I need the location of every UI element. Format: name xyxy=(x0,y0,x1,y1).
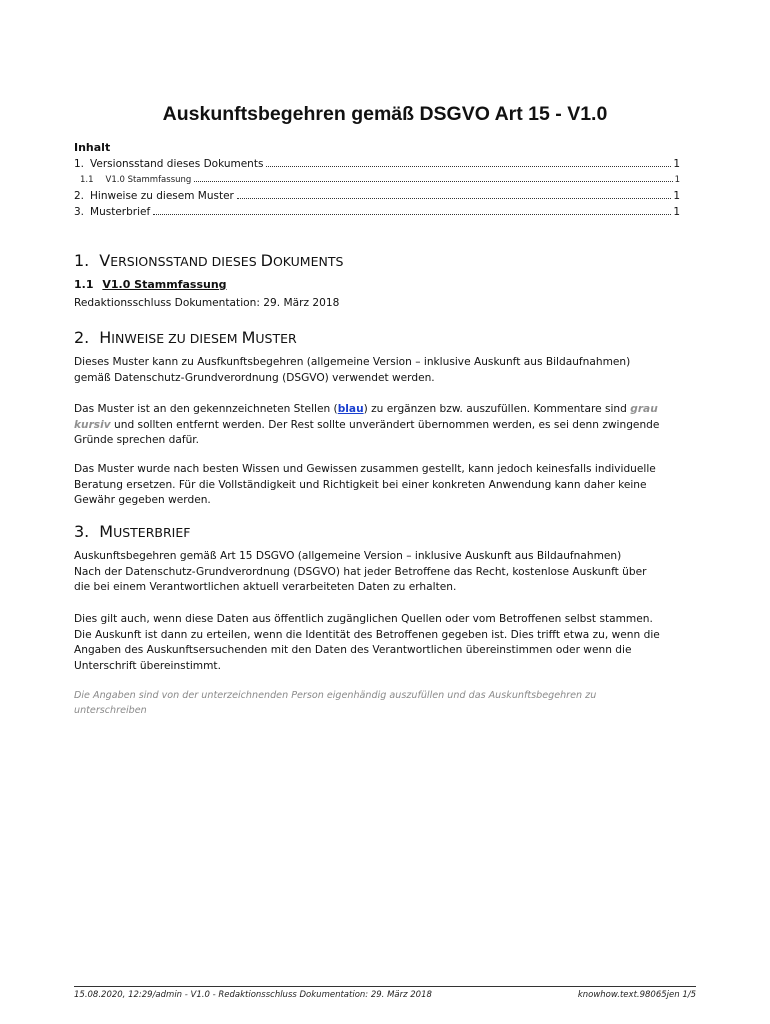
section-2-paragraph-1: Dieses Muster kann zu Ausfkunftsbegehren (allgemeine Version – inklusive Auskunft aus Bildaufnahmen) gemäß Datenschutz-Grundverordnung (DSGVO) verwendet werden. xyxy=(74,356,631,384)
section-3-paragraph-1: Auskunftsbegehren gemäß Art 15 DSGVO (allgemeine Version – inklusive Auskunft aus Bildaufnahmen) Nach der Datenschutz-Grundverordnung (DSGVO) hat jeder Betroffene das Recht, kostenlose Auskunft über die bei einem Verantwortlichen aktuell verarbeiteten Daten zu erhalten. xyxy=(74,550,647,593)
section-2-paragraph-2: Das Muster ist an den gekennzeichneten Stellen (blau) zu ergänzen bzw. auszufüllen. Kommentare sind grau kursiv und sollten entfernt werden. Der Rest sollte unverändert übernommen werden, es sei denn zwingende Gründe sprechen dafür. xyxy=(74,403,660,446)
toc-heading: Inhalt xyxy=(74,141,111,154)
toc-entry-3[interactable] xyxy=(74,206,680,218)
section-3-heading: 3. MUSTERBRIEF xyxy=(74,522,191,541)
toc-entry-page: 1 xyxy=(673,206,680,218)
toc-leader-dots xyxy=(153,214,671,215)
toc-entry-page: 1 xyxy=(673,158,680,170)
grau-marker: grau xyxy=(630,403,658,415)
toc-entry-number: 2. xyxy=(74,190,85,202)
toc-entry-label: Versionsstand dieses Dokuments xyxy=(90,158,264,170)
footer-page-ref: knowhow.text.98065jen 1/5 xyxy=(577,990,696,1000)
toc-entry-label: Musterbrief xyxy=(90,206,151,218)
toc-entry-number: 3. xyxy=(74,206,85,218)
toc-entry-label: V1.0 Stammfassung xyxy=(105,175,192,185)
section-number: 2. xyxy=(74,328,90,347)
toc-entry-page: 1 xyxy=(674,175,680,185)
signature-note: Die Angaben sind von der unterzeichnenden Person eigenhändig auszufüllen und das Auskunftsbegehren zu unterschreiben xyxy=(74,690,597,716)
section-3-paragraph-2: Dies gilt auch, wenn diese Daten aus öffentlich zugänglichen Quellen oder vom Betroffenen selbst stammen. Die Auskunft ist dann zu erteilen, wenn die Identität des Betroffenen gegeben ist. Dies trifft etwa zu, wenn die Angaben des Auskunftsersuchenden mit den Daten des Verantwortlichen übereinstimmen oder wenn die Unterschrift übereinstimmt. xyxy=(74,613,660,672)
section-1-heading: 1. VERSIONSSTAND DIESES DOKUMENTS xyxy=(74,251,344,270)
toc-leader-dots xyxy=(237,198,671,199)
kursiv-marker: kursiv xyxy=(74,418,111,431)
toc-entry-page: 1 xyxy=(673,190,680,202)
section-2-heading: 2. HINWEISE ZU DIESEM MUSTER xyxy=(74,328,297,347)
blau-marker: blau xyxy=(337,403,364,415)
toc-entry-1-1[interactable] xyxy=(80,175,680,185)
section-2-paragraph-3: Das Muster wurde nach besten Wissen und Gewissen zusammen gestellt, kann jedoch keinesfalls individuelle Beratung ersetzen. Für die Vollständigkeit und Richtigkeit bei einer konkreten Anwendung kann daher keine Gewähr gegeben werden. xyxy=(74,463,656,506)
subsection-1-1-heading xyxy=(74,278,227,291)
toc-entry-2[interactable] xyxy=(74,190,680,202)
subsection-number: 1.1 xyxy=(74,278,94,291)
footer-divider xyxy=(74,986,696,987)
redaction-date-text: Redaktionsschluss Dokumentation: 29. März 2018 xyxy=(74,297,340,309)
toc-entry-label: Hinweise zu diesem Muster xyxy=(90,190,234,202)
toc-entry-number: 1. xyxy=(74,158,85,170)
toc-leader-dots xyxy=(194,181,672,182)
section-number: 3. xyxy=(74,522,90,541)
section-number: 1. xyxy=(74,251,90,270)
toc-entry-1[interactable] xyxy=(74,158,680,170)
footer-meta: 15.08.2020, 12:29/admin - V1.0 - Redaktionsschluss Dokumentation: 29. März 2018 xyxy=(74,990,432,1000)
toc-entry-number: 1.1 xyxy=(80,175,94,185)
toc-leader-dots xyxy=(266,166,671,167)
subsection-title: V1.0 Stammfassung xyxy=(102,278,227,291)
document-title: Auskunftsbegehren gemäß DSGVO Art 15 - V1.0 xyxy=(162,103,608,125)
